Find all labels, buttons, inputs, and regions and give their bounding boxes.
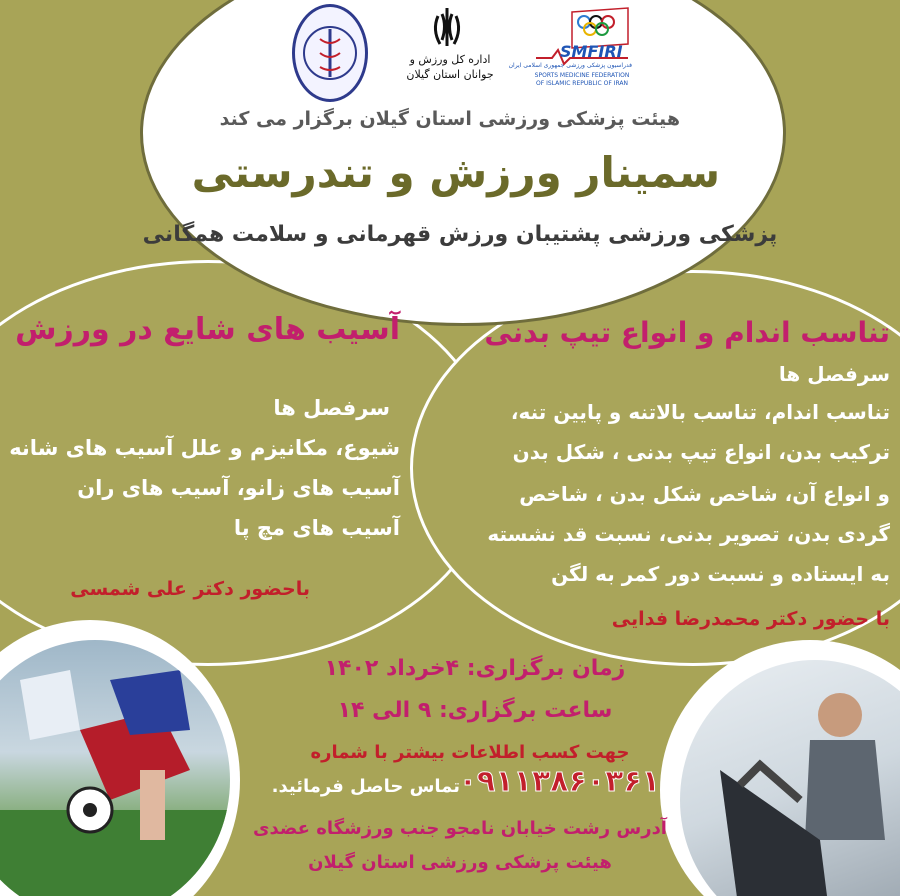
right-topic-line: و انواع آن، شاخص شکل بدن ، شاخص	[519, 482, 890, 506]
right-topic-line: ترکیب بدن، انواع تیپ بدنی ، شکل بدن	[512, 440, 890, 464]
contact-tail: تماس حاصل فرمائید.	[271, 776, 460, 797]
smfiri-wordmark: SMFIRI	[560, 42, 623, 61]
smfiri-fa-label: فدراسیون پزشکی ورزشی جمهوری اسلامی ایران	[508, 62, 632, 69]
seminar-title: سمینار ورزش و تندرستی	[191, 148, 720, 197]
smfiri-en-label-2: OF ISLAMIC REPUBLIC OF IRAN	[536, 80, 628, 87]
left-topic-line: سرفصل ها	[273, 396, 390, 420]
medical-emblem-icon	[292, 4, 368, 102]
contact-phone[interactable]: ۰۹۱۱۳۸۶۰۳۶۱	[458, 764, 660, 799]
seminar-subtitle: پزشکی ورزشی پشتیبان ورزش قهرمانی و سلامت همگانی	[142, 222, 778, 247]
event-time: ساعت برگزاری: ۹ الی ۱۴	[337, 698, 613, 723]
right-speaker: با حضور دکتر محمدرضا فدایی	[611, 608, 890, 630]
smfiri-en-label-1: SPORTS MEDICINE FEDERATION	[534, 72, 630, 79]
right-topic-line: تناسب اندام، تناسب بالاتنه و پایین تنه،	[510, 400, 890, 424]
org-footer: هیئت پزشکی ورزشی استان گیلان	[308, 852, 612, 873]
contact-intro: جهت کسب اطلاعات بیشتر با شماره	[310, 742, 630, 763]
event-address: آدرس رشت خیابان نامجو جنب ورزشگاه عضدی	[253, 818, 667, 839]
right-topic-line: سرفصل ها	[778, 362, 890, 386]
iran-emblem-icon	[430, 6, 464, 50]
right-topic-title: تناسب اندام و انواع تیپ بدنی	[484, 316, 890, 349]
left-speaker: باحضور دکتر علی شمسی	[70, 578, 310, 600]
event-date: زمان برگزاری: ۴خرداد ۱۴۰۲	[324, 656, 626, 681]
left-topic-line: آسیب های زانو، آسیب های ران	[77, 476, 400, 500]
left-topic-line: شیوع، مکانیزم و علل آسیب های شانه	[9, 436, 400, 460]
right-topic-line: به ایستاده و نسبت دور کمر به لگن	[551, 562, 890, 586]
organizer-line: هیئت پزشکی ورزشی استان گیلان برگزار می کند	[219, 108, 680, 130]
left-topic-title: آسیب های شایع در ورزش	[15, 312, 400, 347]
left-topic-line: آسیب های مچ پا	[233, 516, 400, 540]
ministry-org-label: اداره کل ورزش و جوانان استان گیلان	[406, 53, 494, 81]
right-topic-line: گردی بدن، تصویر بدنی، نسبت قد نشسته	[487, 522, 890, 546]
